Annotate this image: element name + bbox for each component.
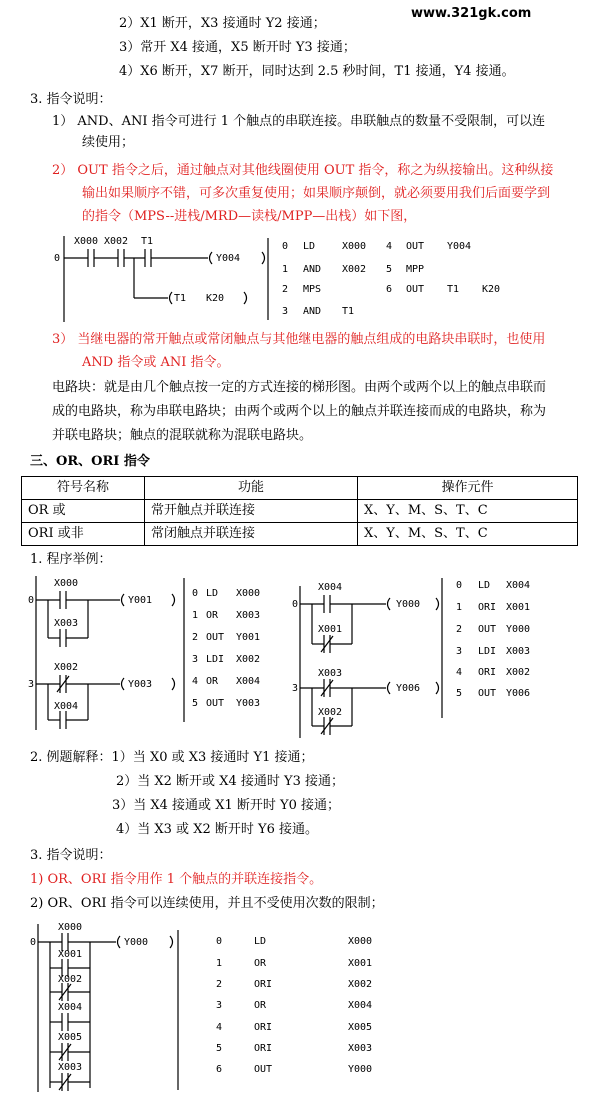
explain-line: 2. 例题解释：1）当 X0 或 X3 接通时 Y1 接通； bbox=[30, 750, 314, 765]
text-label: X000 bbox=[236, 588, 261, 599]
text-label: X000 bbox=[342, 241, 367, 252]
ladder-diagram-or bbox=[28, 572, 283, 732]
text-label: OUT bbox=[206, 698, 225, 709]
text-label: X001 bbox=[318, 624, 343, 635]
text-label: X001 bbox=[506, 602, 531, 613]
text-label: X004 bbox=[318, 582, 343, 593]
text-label: LD bbox=[478, 580, 491, 591]
text-label: 4 bbox=[216, 1022, 223, 1033]
text-label: K20 bbox=[482, 284, 501, 295]
text-label: Y000 bbox=[124, 937, 149, 948]
contact-label: X000 bbox=[74, 236, 99, 247]
text-line: 3）常开 X4 接通，X5 断开时 Y3 接通； bbox=[119, 40, 356, 55]
text-label: 2 bbox=[216, 979, 223, 990]
instruction-table bbox=[21, 476, 578, 546]
table-header-row bbox=[22, 477, 578, 500]
explain-line: 2）当 X2 断开或 X4 接通时 Y3 接通； bbox=[116, 774, 344, 789]
text-label: ORI bbox=[254, 1043, 273, 1054]
text-label: 6 bbox=[386, 284, 393, 295]
explain-line: 3）当 X4 接通或 X1 断开时 Y0 接通； bbox=[112, 798, 340, 813]
text-label: X002 bbox=[318, 707, 343, 718]
text-label: OR bbox=[254, 1000, 267, 1011]
text-label: Y000 bbox=[506, 624, 531, 635]
text-label: X003 bbox=[236, 610, 261, 621]
text-label: 0 bbox=[282, 241, 289, 252]
text-label: X001 bbox=[348, 958, 373, 969]
paragraph-line: 成的电路块，称为串联电路块；由两个或两个以上的触点并联连接而成的电路块，称为 bbox=[52, 404, 547, 419]
text-label: ORI bbox=[254, 1022, 273, 1033]
section-heading-or: 三、OR、ORI 指令 bbox=[30, 454, 150, 469]
section-heading: 3. 指令说明： bbox=[30, 848, 112, 863]
watermark: www.321gk.com bbox=[411, 6, 532, 21]
note-line-red: 1) OR、ORI 指令用作 1 个触点的并联连接指令。 bbox=[30, 872, 323, 887]
paragraph-line-red: 2） OUT 指令之后，通过触点对其他线圈使用 OUT 指令，称之为纵接输出。这种纵接 bbox=[52, 163, 554, 178]
text-label: OR bbox=[206, 676, 219, 687]
coil-label: K20 bbox=[206, 293, 225, 304]
text-label: 0 bbox=[192, 588, 199, 599]
text-line: 4）X6 断开，X7 断开，同时达到 2.5 秒时间，T1 接通，Y4 接通。 bbox=[119, 64, 515, 79]
text-label: Y003 bbox=[236, 698, 261, 709]
text-label: MPP bbox=[406, 264, 425, 275]
text-label: 2 bbox=[456, 624, 463, 635]
example-title: 1. 程序举例： bbox=[30, 552, 112, 567]
text-label: AND bbox=[303, 264, 322, 275]
text-label: AND bbox=[303, 306, 322, 317]
text-label: X002 bbox=[348, 979, 373, 990]
text-label: LD bbox=[254, 936, 267, 947]
text-label: 0 bbox=[30, 937, 37, 948]
paragraph-line-red: 的指令（MPS--进栈/MRD—读栈/MPP—出栈）如下图， bbox=[82, 209, 417, 224]
text-label: OUT bbox=[406, 284, 425, 295]
text-label: T1 bbox=[342, 306, 355, 317]
text-label: 0 bbox=[28, 595, 35, 606]
text-label: Y000 bbox=[396, 599, 421, 610]
text-label: Y004 bbox=[447, 241, 472, 252]
text-label: 5 bbox=[192, 698, 199, 709]
table-row bbox=[22, 523, 578, 546]
contact-label: X002 bbox=[104, 236, 129, 247]
text-label: Y001 bbox=[236, 632, 261, 643]
text-label: X004 bbox=[506, 580, 531, 591]
text-label: X005 bbox=[348, 1022, 373, 1033]
text-label: X000 bbox=[58, 922, 83, 933]
text-label: X002 bbox=[506, 667, 531, 678]
text-label: 2 bbox=[282, 284, 289, 295]
text-label: X004 bbox=[236, 676, 261, 687]
text-label: 2 bbox=[192, 632, 199, 643]
text-label: MPS bbox=[303, 284, 322, 295]
text-label: OUT bbox=[206, 632, 225, 643]
text-label: X004 bbox=[54, 701, 79, 712]
paragraph-line-red: 3） 当继电器的常开触点或常闭触点与其他继电器的触点组成的电路块串联时，也使用 bbox=[52, 332, 546, 347]
coil-label: T1 bbox=[174, 293, 187, 304]
text-line: 2）X1 断开，X3 接通时 Y2 接通； bbox=[119, 16, 326, 31]
text-label: 4 bbox=[192, 676, 199, 687]
text-label: 3 bbox=[28, 679, 35, 690]
text-label: 常闭触点并联连接 bbox=[145, 523, 358, 546]
text-label: LDI bbox=[478, 646, 497, 657]
text-label: X004 bbox=[58, 1002, 83, 1013]
text-label: ORI bbox=[478, 667, 497, 678]
text-label: 4 bbox=[456, 667, 463, 678]
text-label: X004 bbox=[348, 1000, 373, 1011]
text-label: OR bbox=[206, 610, 219, 621]
text-label: 3 bbox=[282, 306, 289, 317]
text-label: 0 bbox=[292, 599, 299, 610]
text-label: 1 bbox=[192, 610, 199, 621]
text-label: X003 bbox=[58, 1062, 83, 1073]
text-label: Y001 bbox=[128, 595, 153, 606]
text-label: OR 或 bbox=[22, 500, 145, 523]
paragraph-line: 1） AND、ANI 指令可进行 1 个触点的串联连接。串联触点的数量不受限制，可以连 bbox=[52, 114, 546, 129]
text-label: 功能 bbox=[145, 477, 358, 500]
text-label: 1 bbox=[456, 602, 463, 613]
coil-label: Y004 bbox=[216, 253, 241, 264]
text-label: OUT bbox=[478, 624, 497, 635]
note-line: 2) OR、ORI 指令可以连续使用，并且不受使用次数的限制； bbox=[30, 896, 384, 911]
text-label: LD bbox=[303, 241, 316, 252]
text-label: OUT bbox=[406, 241, 425, 252]
table-row bbox=[22, 500, 578, 523]
text-label: X001 bbox=[58, 949, 83, 960]
text-label: 3 bbox=[216, 1000, 223, 1011]
text-label: OUT bbox=[478, 688, 497, 699]
ladder-diagram-multi-or bbox=[28, 920, 408, 1096]
text-label: X003 bbox=[348, 1043, 373, 1054]
text-label: X003 bbox=[506, 646, 531, 657]
text-label: ORI bbox=[478, 602, 497, 613]
text-label: X、Y、M、S、T、C bbox=[358, 523, 578, 546]
ladder-diagram-ori bbox=[290, 572, 560, 742]
text-label: X003 bbox=[54, 618, 79, 629]
text-label: Y003 bbox=[128, 679, 153, 690]
text-label: X000 bbox=[348, 936, 373, 947]
text-label: LDI bbox=[206, 654, 225, 665]
explain-line: 4）当 X3 或 X2 断开时 Y6 接通。 bbox=[116, 822, 318, 837]
text-label: LD bbox=[206, 588, 219, 599]
text-label: 0 bbox=[216, 936, 223, 947]
paragraph-line-red: AND 指令或 ANI 指令。 bbox=[82, 355, 230, 370]
text-label: Y006 bbox=[506, 688, 531, 699]
text-label: 符号名称 bbox=[22, 477, 145, 500]
text-label: 操作元件 bbox=[358, 477, 578, 500]
ladder-diagram-mps bbox=[40, 232, 560, 324]
text-label: 4 bbox=[386, 241, 393, 252]
text-label: X002 bbox=[236, 654, 261, 665]
text-label: T1 bbox=[447, 284, 460, 295]
text-label: X002 bbox=[58, 974, 83, 985]
text-label: 5 bbox=[386, 264, 393, 275]
text-label: 常开触点并联连接 bbox=[145, 500, 358, 523]
text-label: 3 bbox=[192, 654, 199, 665]
contact-label: T1 bbox=[141, 236, 154, 247]
text-label: 5 bbox=[456, 688, 463, 699]
text-label: 0 bbox=[456, 580, 463, 591]
text-label: ORI 或非 bbox=[22, 523, 145, 546]
section-heading: 3. 指令说明： bbox=[30, 92, 112, 107]
step-number: 0 bbox=[54, 253, 61, 264]
text-label: 5 bbox=[216, 1043, 223, 1054]
text-label: Y000 bbox=[348, 1064, 373, 1075]
paragraph-line: 并联电路块；触点的混联就称为混联电路块。 bbox=[52, 428, 313, 443]
text-label: OR bbox=[254, 958, 267, 969]
text-label: ORI bbox=[254, 979, 273, 990]
text-label: 1 bbox=[282, 264, 289, 275]
text-label: 3 bbox=[292, 683, 299, 694]
text-label: 6 bbox=[216, 1064, 223, 1075]
paragraph-line: 续使用； bbox=[82, 135, 135, 150]
paragraph-line-red: 输出如果顺序不错，可多次重复使用；如果顺序颠倒，就必须要用我们后面要学到 bbox=[82, 186, 551, 201]
text-label: Y006 bbox=[396, 683, 421, 694]
text-label: X003 bbox=[318, 668, 343, 679]
paragraph-line: 电路块：就是由几个触点按一定的方式连接的梯形图。由两个或两个以上的触点串联而 bbox=[52, 380, 547, 395]
text-label: OUT bbox=[254, 1064, 273, 1075]
text-label: X000 bbox=[54, 578, 79, 589]
text-label: X、Y、M、S、T、C bbox=[358, 500, 578, 523]
text-label: X002 bbox=[54, 662, 79, 673]
text-label: 3 bbox=[456, 646, 463, 657]
text-label: 1 bbox=[216, 958, 223, 969]
text-label: X002 bbox=[342, 264, 367, 275]
text-label: X005 bbox=[58, 1032, 83, 1043]
